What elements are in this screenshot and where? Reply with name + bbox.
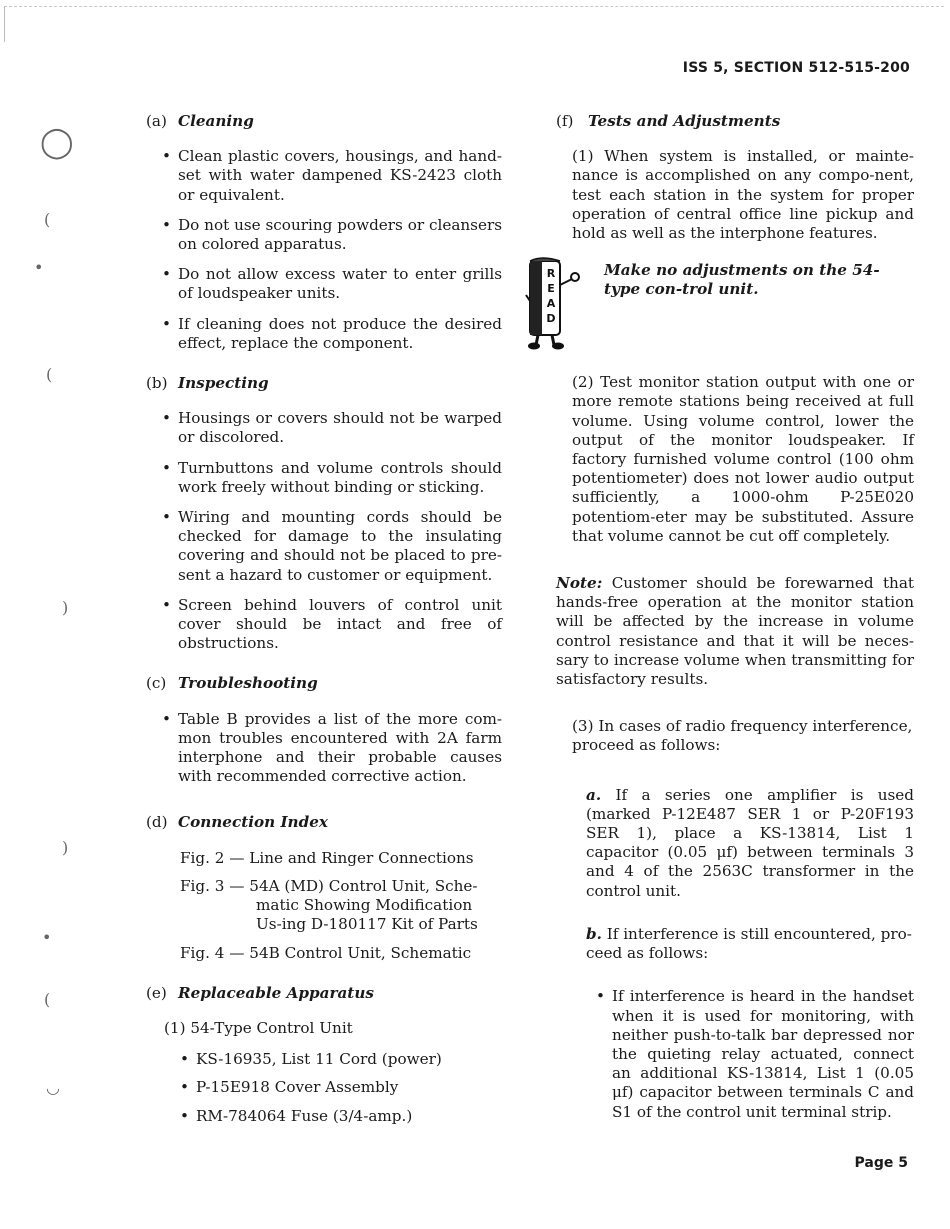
list-item: • Housings or covers should not be warped or discolored. xyxy=(160,409,502,447)
note-label: Note: xyxy=(556,574,603,593)
subparagraph-text: If interference is still encountered, pro-ceed as follows: xyxy=(586,924,912,963)
note-text: Customer should be forewarned that hands-free operation at the monitor station will be affected by the increase in volume control resistance and that it will be neces-sary to increase volume when transmitting for satisfactory results. xyxy=(556,574,914,689)
heading-title: Cleaning xyxy=(178,112,254,130)
list-item: • Do not use scouring powders or cleansers on colored apparatus. xyxy=(160,216,502,254)
paragraph-text: Test monitor station output with one or more remote stations being received at full volume. Using volume control, lower the output of the monitor loudspeaker. If factory furnished volume control (100 ohm potentiometer) does not lower audio output sufficiently, a 1000-ohm P-25E020 potentiom-eter may be substituted. Assure that volume cannot be cut off completely. xyxy=(572,373,914,545)
page-number: Page 5 xyxy=(854,1155,908,1171)
heading-tests-adjustments xyxy=(556,112,914,131)
heading-cleaning xyxy=(146,112,502,131)
replaceable-list xyxy=(178,1050,502,1126)
subparagraph-label: b. xyxy=(586,924,602,943)
subparagraph-b xyxy=(586,925,914,963)
heading-label: (f) xyxy=(556,112,574,130)
heading-title: Tests and Adjustments xyxy=(588,112,781,130)
list-item: • Wiring and mounting cords should be checked for damage to the insulating covering and should not be placed to pre-sent a hazard to customer or equipment. xyxy=(160,508,502,585)
svg-text:A: A xyxy=(546,297,556,311)
heading-label: (a) xyxy=(146,112,167,130)
svg-text:R: R xyxy=(546,267,556,281)
list-item: • P-15E918 Cover Assembly xyxy=(178,1078,502,1097)
svg-text:E: E xyxy=(547,282,555,296)
svg-text:D: D xyxy=(546,312,556,326)
heading-troubleshooting xyxy=(146,674,502,693)
paragraph-text: When system is installed, or mainte-nance is accomplished on any compo-nent, test each station in the system for proper operation of central office line pickup and hold as well as the interphone features. xyxy=(572,147,914,243)
heading-inspecting xyxy=(146,374,502,393)
inspecting-list xyxy=(160,409,502,653)
figure-reference: Fig. 3 — 54A (MD) Control Unit, Sche-matic Showing Modification Us-ing D-180117 Kit of Parts xyxy=(180,876,478,934)
list-item: • Clean plastic covers, housings, and hand-set with water dampened KS-2423 cloth or equivalent. xyxy=(160,147,502,205)
page-border-top xyxy=(4,6,944,7)
subparagraph-label: a. xyxy=(586,785,602,804)
figure-reference: Fig. 4 — 54B Control Unit, Schematic xyxy=(180,943,472,962)
heading-connection-index xyxy=(146,813,502,832)
paragraph-number: (3) xyxy=(572,717,594,736)
read-mascot-icon xyxy=(522,255,592,350)
note-paragraph xyxy=(556,574,914,689)
paragraph-1 xyxy=(572,147,914,243)
paragraph-number: (1) xyxy=(572,147,594,166)
heading-label: (d) xyxy=(146,813,168,832)
interference-list xyxy=(594,987,914,1121)
list-item: • Turnbuttons and volume controls should work freely without binding or sticking. xyxy=(160,459,502,497)
list-item: • RM-784064 Fuse (3/4-amp.) xyxy=(178,1107,502,1126)
heading-label: (b) xyxy=(146,374,168,393)
list-item: • If interference is heard in the handset when it is used for monitoring, with neither push-to-talk bar depressed nor the quieting relay actuated, connect an additional KS-13814, List 1 (0.05 μf) capacitor between terminals C and S1 of the control unit terminal strip. xyxy=(594,987,914,1121)
heading-title: Inspecting xyxy=(178,374,269,393)
read-warning-box xyxy=(546,253,914,348)
paragraph-number: (2) xyxy=(572,373,594,392)
list-item: • If cleaning does not produce the desired effect, replace the component. xyxy=(160,315,502,353)
read-warning-text: Make no adjustments on the 54-type con-trol unit. xyxy=(604,261,880,299)
paragraph-2 xyxy=(572,373,914,546)
heading-title: Troubleshooting xyxy=(178,674,318,693)
heading-title: Replaceable Apparatus xyxy=(178,983,374,1002)
subheading-control-unit: (1) 54-Type Control Unit xyxy=(164,1018,353,1037)
list-item: • Screen behind louvers of control unit cover should be intact and free of obstructions. xyxy=(160,596,502,654)
right-column xyxy=(546,112,914,1133)
heading-label: (c) xyxy=(146,674,167,693)
left-column xyxy=(146,112,502,1135)
heading-label: (e) xyxy=(146,983,167,1002)
subparagraph-text: If a series one amplifier is used (marked P-12E487 SER 1 or P-20F193 SER 1), place a KS-13814, List 1 capacitor (0.05 μf) between terminals 3 and 4 of the 2563C transformer in the control unit. xyxy=(586,785,914,900)
troubleshooting-list xyxy=(160,710,502,787)
paragraph-text: In cases of radio frequency interference, proceed as follows: xyxy=(572,717,913,755)
page-border-left xyxy=(4,6,5,42)
paragraph-3 xyxy=(572,717,914,755)
list-item: • Table B provides a list of the more com-mon troubles encountered with 2A farm interphone and their probable causes with recommended corrective action. xyxy=(160,710,502,787)
cleaning-list xyxy=(160,147,502,353)
section-header: ISS 5, SECTION 512-515-200 xyxy=(682,60,910,76)
heading-replaceable-apparatus xyxy=(146,984,502,1003)
list-item: • KS-16935, List 11 Cord (power) xyxy=(178,1050,502,1069)
heading-title: Connection Index xyxy=(178,813,328,832)
subparagraph-a xyxy=(586,786,914,901)
list-item: • Do not allow excess water to enter grills of loudspeaker units. xyxy=(160,265,502,303)
figure-reference: Fig. 2 — Line and Ringer Connections xyxy=(180,848,474,867)
